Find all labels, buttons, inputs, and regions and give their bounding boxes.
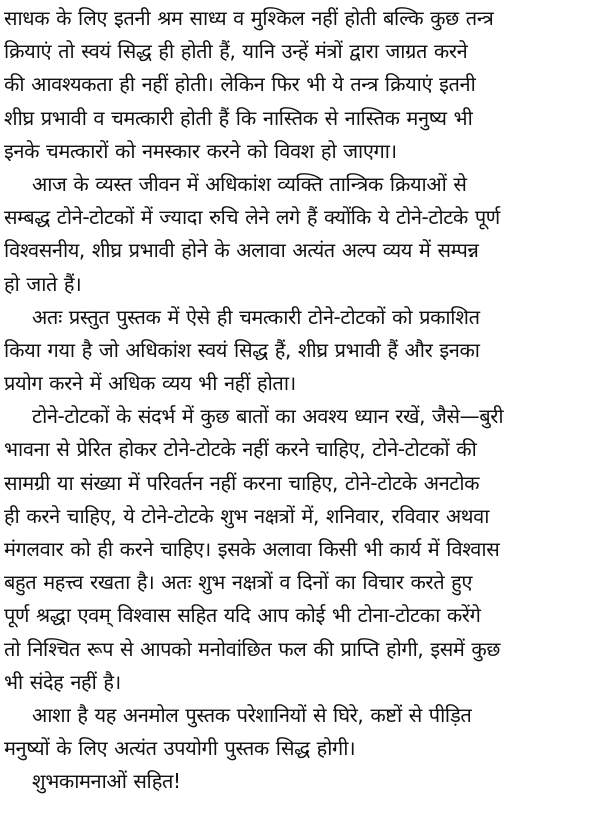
text-line: हो जाते हैं। bbox=[4, 271, 82, 296]
text-line: इनके चमत्कारों को नमस्कार करने को विवश हो जाएगा। bbox=[4, 138, 397, 163]
text-line: साधक के लिए इतनी श्रम साध्य व मुश्किल नहीं होती बल्कि कुछ तन्त्र bbox=[4, 6, 494, 30]
text-line: क्रियाएं तो स्वयं सिद्ध ही होती हैं, यानि उन्हें मंत्रों द्वारा जाग्रत करने bbox=[4, 39, 468, 64]
text-line: की आवश्यकता ही नहीं होती। लेकिन फिर भी ये तन्त्र क्रियाएं इतनी bbox=[4, 72, 476, 97]
text-line: किया गया है जो अधिकांश स्वयं सिद्ध हैं, शीघ्र प्रभावी हैं और इनका bbox=[4, 337, 480, 362]
text-line: भावना से प्रेरित होकर टोने-टोटके नहीं करने चाहिए, टोने-टोटकों की bbox=[4, 437, 477, 462]
paragraph-start-line: टोने-टोटकों के संदर्भ में कुछ बातों का अवश्य ध्यान रखें, जैसे—बुरी bbox=[32, 404, 504, 429]
text-line: शीघ्र प्रभावी व चमत्कारी होती हैं कि नास्तिक से नास्तिक मनुष्य भी bbox=[4, 105, 473, 130]
body-text bbox=[4, 2, 596, 799]
closing-line: शुभकामनाओं सहित! bbox=[32, 769, 181, 794]
paragraph-start-line: आज के व्यस्त जीवन में अधिकांश व्यक्ति तान्त्रिक क्रियाओं से bbox=[32, 171, 467, 196]
text-line: बहुत महत्त्व रखता है। अतः शुभ नक्षत्रों व दिनों का विचार करते हुए bbox=[4, 570, 473, 595]
text-line: ही करने चाहिए, ये टोने-टोटके शुभ नक्षत्रों में, शनिवार, रविवार अथवा bbox=[4, 503, 490, 528]
text-line: मंगलवार को ही करने चाहिए। इसके अलावा किसी भी कार्य में विश्वास bbox=[4, 537, 500, 561]
text-line: विश्वसनीय, शीघ्र प्रभावी होने के अलावा अत्यंत अल्प व्यय में सम्पन्न bbox=[4, 238, 479, 263]
text-line: पूर्ण श्रद्धा एवम् विश्वास सहित यदि आप कोई भी टोना-टोटका करेंगे bbox=[4, 603, 481, 628]
text-line: तो निश्चित रूप से आपको मनोवांछित फल की प्राप्ति होगी, इसमें कुछ bbox=[4, 636, 500, 661]
text-line: भी संदेह नहीं है। bbox=[4, 669, 121, 694]
text-line: प्रयोग करने में अधिक व्यय भी नहीं होता। bbox=[4, 371, 296, 396]
paragraph-start-line: आशा है यह अनमोल पुस्तक परेशानियों से घिरे, कष्टों से पीड़ित bbox=[32, 702, 472, 727]
text-line: मनुष्यों के लिए अत्यंत उपयोगी पुस्तक सिद्ध होगी। bbox=[4, 736, 356, 761]
text-line: सामग्री या संख्या में परिवर्तन नहीं करना चाहिए, टोने-टोटके अनटोक bbox=[4, 470, 480, 495]
text-line: सम्बद्ध टोने-टोटकों में ज्यादा रुचि लेने लगे हैं क्योंकि ये टोने-टोटके पूर्ण bbox=[4, 205, 500, 230]
paragraph-start-line: अतः प्रस्तुत पुस्तक में ऐसे ही चमत्कारी टोने-टोटकों को प्रकाशित bbox=[32, 304, 480, 329]
